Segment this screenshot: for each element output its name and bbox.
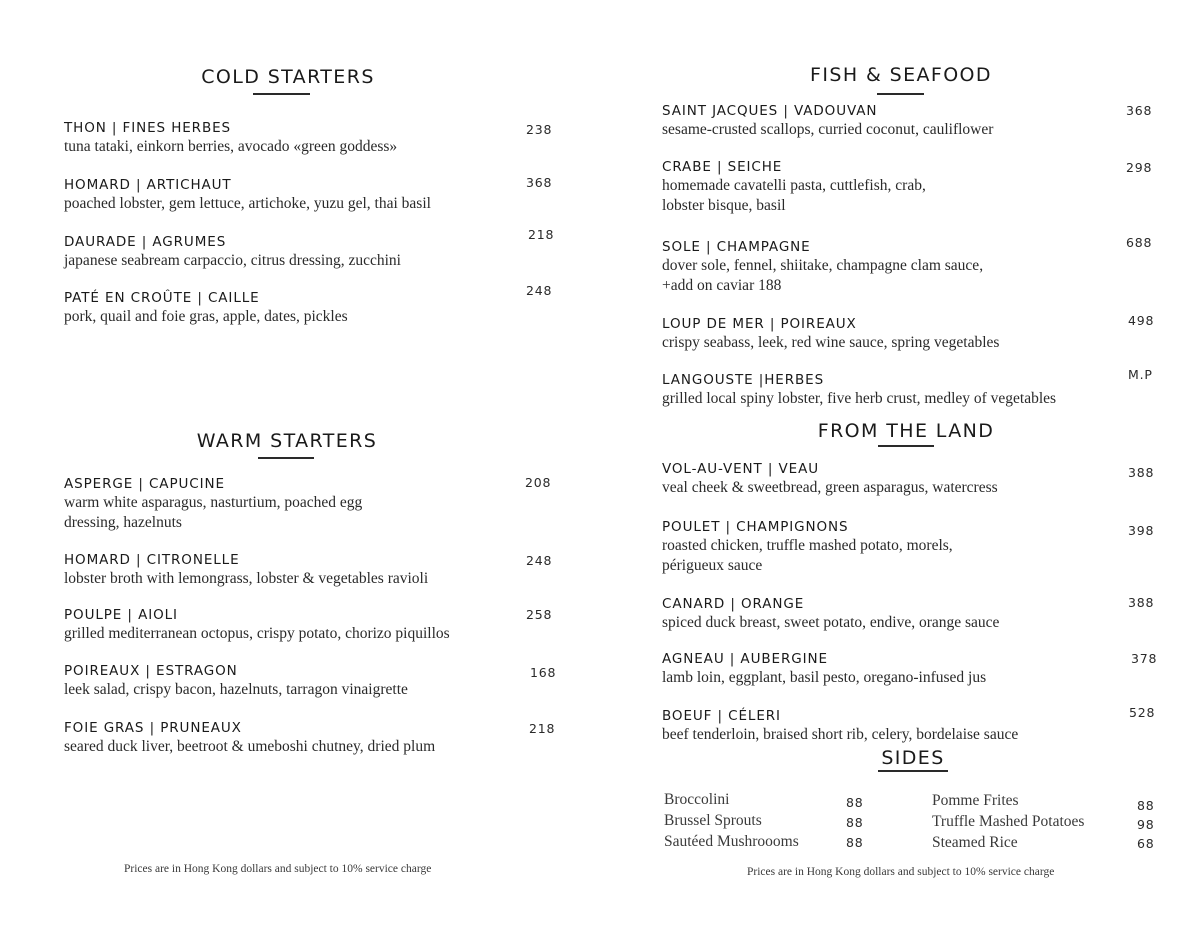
- item-name: LOUP DE MER | POIREAUX: [662, 316, 857, 332]
- item-description: pork, quail and foie gras, apple, dates, pickles: [64, 308, 348, 325]
- cold-starters-rule: [253, 93, 310, 95]
- item-price: 298: [1126, 160, 1153, 175]
- side-item-name: Brussel Sprouts: [664, 812, 762, 829]
- menu-item: [64, 289, 348, 327]
- item-name: ASPERGE | CAPUCINE: [64, 476, 225, 492]
- item-price: 368: [1126, 103, 1153, 118]
- side-item-price: 68: [1137, 836, 1155, 851]
- item-price: 258: [526, 607, 553, 622]
- menu-item: [662, 650, 986, 688]
- menu-item: [64, 176, 431, 214]
- item-price: 528: [1129, 705, 1156, 720]
- item-price: 218: [529, 721, 556, 736]
- side-item-name: Steamed Rice: [932, 834, 1018, 851]
- item-name: FOIE GRAS | PRUNEAUX: [64, 720, 242, 736]
- sides-heading: SIDES: [881, 747, 945, 769]
- from-the-land-heading: FROM THE LAND: [817, 420, 995, 442]
- item-price: 218: [528, 227, 555, 242]
- item-description: spiced duck breast, sweet potato, endive, orange sauce: [662, 614, 1000, 631]
- item-name: DAURADE | AGRUMES: [64, 234, 227, 250]
- item-price: 168: [530, 665, 557, 680]
- menu-item: [64, 475, 362, 533]
- item-description: poached lobster, gem lettuce, artichoke, yuzu gel, thai basil: [64, 195, 431, 212]
- side-item-price: 88: [846, 835, 864, 850]
- item-name: THON | FINES HERBES: [64, 120, 232, 136]
- item-name: BOEUF | CÉLERI: [662, 708, 781, 724]
- menu-item: [64, 606, 450, 644]
- item-description: tuna tataki, einkorn berries, avocado «green goddess»: [64, 138, 398, 155]
- item-description: grilled local spiny lobster, five herb crust, medley of vegetables: [662, 390, 1057, 407]
- menu-item: [64, 551, 428, 589]
- item-name: CRABE | SEICHE: [662, 159, 783, 175]
- item-description: crispy seabass, leek, red wine sauce, spring vegetables: [662, 334, 1000, 351]
- item-description: beef tenderloin, braised short rib, celery, bordelaise sauce: [662, 726, 1019, 743]
- side-item-price: 88: [846, 795, 864, 810]
- warm-starters-rule: [258, 457, 314, 459]
- item-price: 248: [526, 283, 553, 298]
- menu-item: [662, 315, 999, 353]
- item-description: lamb loin, eggplant, basil pesto, oregano-infused jus: [662, 669, 987, 686]
- side-item-price: 88: [846, 815, 864, 830]
- item-description: roasted chicken, truffle mashed potato, morels, périgueux sauce: [662, 537, 953, 574]
- sides-rule: [878, 770, 948, 772]
- item-price: 498: [1128, 313, 1155, 328]
- menu-item: [662, 238, 983, 296]
- item-description: seared duck liver, beetroot & umeboshi chutney, dried plum: [64, 738, 436, 755]
- side-item-name: Sautéed Mushroooms: [664, 833, 799, 850]
- item-name: POULPE | AIOLI: [64, 607, 178, 623]
- item-price: 688: [1126, 235, 1153, 250]
- menu-item: [662, 518, 953, 576]
- item-description: japanese seabream carpaccio, citrus dressing, zucchini: [64, 252, 401, 269]
- item-name: SOLE | CHAMPAGNE: [662, 239, 811, 255]
- item-price: M.P: [1128, 367, 1153, 382]
- item-price: 398: [1128, 523, 1155, 538]
- fish-seafood-heading: FISH & SEAFOOD: [810, 64, 992, 86]
- menu-item: [64, 719, 435, 757]
- item-description: warm white asparagus, nasturtium, poached egg dressing, hazelnuts: [64, 494, 363, 531]
- item-description: lobster broth with lemongrass, lobster & vegetables ravioli: [64, 570, 429, 587]
- menu-item: [662, 595, 999, 633]
- item-price: 238: [526, 122, 553, 137]
- menu-item: [662, 460, 998, 498]
- item-name: VOL-AU-VENT | VEAU: [662, 461, 820, 477]
- side-item-price: 98: [1137, 817, 1155, 832]
- item-description: dover sole, fennel, shiitake, champagne clam sauce, +add on caviar 188: [662, 257, 984, 294]
- menu-item: [662, 707, 1018, 745]
- side-item-price: 88: [1137, 798, 1155, 813]
- item-description: leek salad, crispy bacon, hazelnuts, tarragon vinaigrette: [64, 681, 408, 698]
- menu-item: [64, 662, 408, 700]
- menu-item: [662, 102, 993, 140]
- item-description: homemade cavatelli pasta, cuttlefish, crab, lobster bisque, basil: [662, 177, 926, 214]
- item-name: LANGOUSTE |HERBES: [662, 372, 825, 388]
- item-price: 248: [526, 553, 553, 568]
- item-price: 388: [1128, 465, 1155, 480]
- item-price: 208: [525, 475, 552, 490]
- item-name: POULET | CHAMPIGNONS: [662, 519, 849, 535]
- item-name: POIREAUX | ESTRAGON: [64, 663, 238, 679]
- cold-starters-heading: COLD STARTERS: [201, 66, 375, 88]
- item-name: HOMARD | ARTICHAUT: [64, 177, 232, 193]
- item-name: HOMARD | CITRONELLE: [64, 552, 240, 568]
- from-the-land-rule: [878, 445, 934, 447]
- item-price: 388: [1128, 595, 1155, 610]
- menu-item: [662, 158, 926, 216]
- side-item-name: Truffle Mashed Potatoes: [932, 813, 1085, 830]
- warm-starters-heading: WARM STARTERS: [196, 430, 378, 452]
- item-price: 368: [526, 175, 553, 190]
- item-name: SAINT JACQUES | VADOUVAN: [662, 103, 878, 119]
- item-name: AGNEAU | AUBERGINE: [662, 651, 828, 667]
- footnote: Prices are in Hong Kong dollars and subject to 10% service charge: [124, 863, 432, 875]
- menu-item: [64, 119, 397, 157]
- footnote: Prices are in Hong Kong dollars and subject to 10% service charge: [747, 866, 1055, 878]
- fish-seafood-rule: [877, 93, 924, 95]
- menu-item: [662, 371, 1056, 409]
- item-price: 378: [1131, 651, 1158, 666]
- side-item-name: Pomme Frites: [932, 792, 1019, 809]
- item-description: grilled mediterranean octopus, crispy potato, chorizo piquillos: [64, 625, 450, 642]
- item-name: CANARD | ORANGE: [662, 596, 805, 612]
- item-description: veal cheek & sweetbread, green asparagus, watercress: [662, 479, 998, 496]
- side-item-name: Broccolini: [664, 791, 730, 808]
- item-name: PATÉ EN CROÛTE | CAILLE: [64, 290, 260, 306]
- item-description: sesame-crusted scallops, curried coconut, cauliflower: [662, 121, 994, 138]
- menu-item: [64, 233, 401, 271]
